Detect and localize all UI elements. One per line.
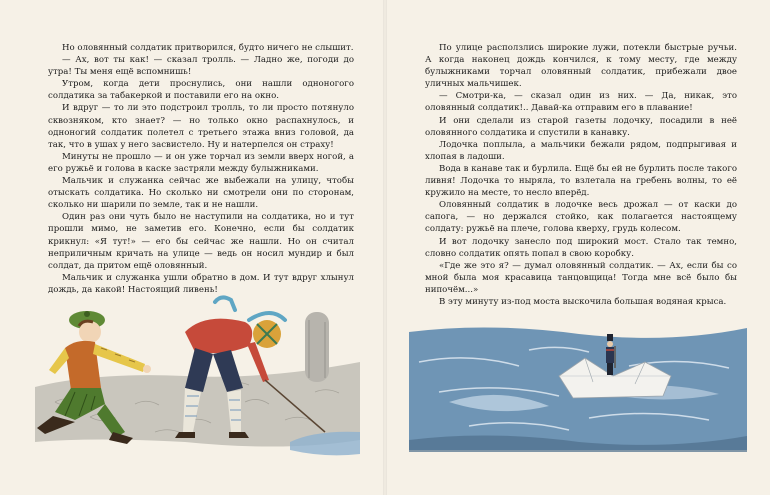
illustration-paper-boat bbox=[409, 322, 747, 452]
paragraph: — Смотри-ка, — сказал один из них. — Да, никак, это оловянный солдатик!.. Давай-ка отправим его в плавание! bbox=[425, 91, 737, 114]
paragraph: В эту минуту из-под моста выскочила большая водяная крыса. bbox=[439, 296, 727, 307]
right-page-text bbox=[425, 42, 737, 308]
paragraph: Минуты не прошло — и он уже торчал из земли вверх ногой, а его ружьё и голова в каске застряли между булыжниками. bbox=[48, 151, 354, 174]
paragraph: Вода в канаве так и бурлила. Ещё бы ей не бурлить после такого ливня! Лодочка то ныряла, то взлетала на гребень волны, то её кружило на месте, то несло вперёд. bbox=[425, 163, 737, 199]
paragraph: — Ах, вот ты как! — сказал тролль. — Ладно же, погоди до утра! Ты меня ещё вспомнишь! bbox=[48, 55, 354, 78]
paragraph: Оловянный солдатик в лодочке весь дрожал — от каски до сапога, — но держался стойко, как полагается настоящему солдату: ружьё на плече, голова кверху, грудь колесом. bbox=[425, 200, 737, 235]
paragraph: Мальчик и служанка ушли обратно в дом. И тут вдруг хлынул дождь, да какой! Настоящий ливень! bbox=[48, 272, 354, 295]
illustration-boy-and-maid bbox=[35, 292, 360, 462]
paragraph: «Где же это я? — думал оловянный солдатик. — Ах, если бы со мной была моя красавица танцовщица! Тогда мне всё было бы нипочём...» bbox=[425, 260, 737, 295]
left-page-text bbox=[48, 42, 354, 296]
paragraph: Лодочка поплыла, а мальчики бежали рядом, подпрыгивая и хлопая в ладоши. bbox=[425, 139, 737, 162]
paragraph: Но оловянный солдатик притворился, будто ничего не слышит. bbox=[62, 43, 354, 53]
paragraph: И вдруг — то ли это подстроил тролль, то ли просто потянуло сквозняком, кто знает? — но только окно распахнулось, и одноногий солдатик полетел с третьего этажа вниз головой, да так, что в ушах у него засвистело. Ну и натерпелся он страху! bbox=[48, 103, 354, 150]
right-page bbox=[387, 0, 770, 495]
paragraph: И они сделали из старой газеты лодочку, посадили в неё оловянного солдатика и спустили в канавку. bbox=[425, 115, 737, 138]
paragraph: Утром, когда дети проснулись, они нашли одноногого солдатика за табакеркой и поставили его на окно. bbox=[48, 79, 354, 102]
paragraph: По улице расползлись широкие лужи, потекли быстрые ручьи. А когда наконец дождь кончился, к тому месту, где между булыжниками торчал оловянный солдатик, прибежали двое уличных мальчишек. bbox=[425, 43, 737, 90]
paragraph: Один раз они чуть было не наступили на солдатика, но и тут прошли мимо, не заметив его. Конечно, если бы солдатик крикнул: «Я тут!» — его бы сейчас же нашли. Но он считал неприличным кричать на улице — ведь он носил мундир и был солдат, да притом ещё оловянный. bbox=[48, 212, 354, 271]
paragraph: Мальчик и служанка сейчас же выбежали на улицу, чтобы отыскать солдатика. Но сколько ни смотрели они по сторонам, сколько ни шарили по земле, так и не нашли. bbox=[48, 176, 354, 211]
paragraph: И вот лодочку занесло под широкий мост. Стало так темно, словно солдатик опять попал в свою коробку. bbox=[425, 236, 737, 259]
